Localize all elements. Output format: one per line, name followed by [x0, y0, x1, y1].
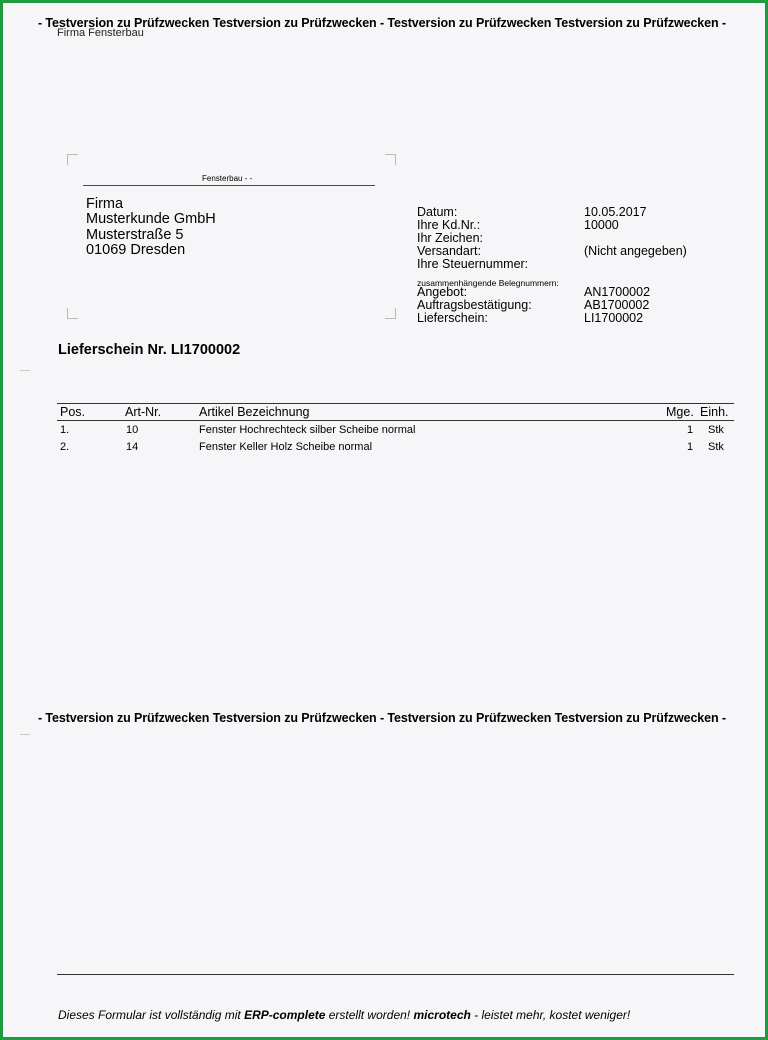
header-bezeichnung: Artikel Bezeichnung: [199, 405, 310, 419]
versandart-label: Versandart:: [417, 244, 481, 258]
recipient-line-4: 01069 Dresden: [86, 242, 186, 258]
fold-mark-2: [20, 734, 30, 735]
corner-mark-tr: [385, 154, 396, 165]
footer-text-part-3: - leistet mehr, kostet weniger!: [470, 1008, 631, 1022]
document-title: Lieferschein Nr. LI1700002: [58, 342, 241, 358]
header-pos: Pos.: [60, 405, 86, 419]
corner-mark-tl: [67, 154, 78, 165]
recipient-line-3: Musterstraße 5: [86, 227, 184, 243]
row-1-einheit: Stk: [708, 424, 724, 436]
belegnummern-heading: zusammenhängende Belegnummern:: [417, 278, 559, 288]
row-2-art-nr: 14: [126, 441, 139, 453]
lieferschein-label: Lieferschein:: [417, 311, 488, 325]
angebot-value: AN1700002: [584, 285, 651, 299]
footer-erp-complete: ERP-complete: [244, 1008, 326, 1022]
steuernummer-label: Ihre Steuernummer:: [417, 257, 529, 271]
corner-mark-br: [385, 308, 396, 319]
kdnr-label: Ihre Kd.Nr.:: [417, 218, 481, 232]
kdnr-value: 10000: [584, 218, 619, 232]
footer-text: [58, 1008, 630, 1022]
lieferschein-value: LI1700002: [584, 311, 644, 325]
watermark-middle: - Testversion zu Prüfzwecken Testversion zu Prüfzwecken - Testversion zu Prüfzwecken Testversion zu Prüfzwecken -: [38, 711, 726, 725]
header-menge: Mge.: [666, 405, 694, 419]
sender-rule: [83, 185, 375, 186]
auftrag-value: AB1700002: [584, 298, 650, 312]
table-header-rule: [57, 420, 734, 421]
angebot-label: Angebot:: [417, 285, 468, 299]
row-2-menge: 1: [687, 441, 694, 453]
recipient-line-1: Firma: [86, 196, 124, 212]
corner-mark-bl: [67, 308, 78, 319]
datum-value: 10.05.2017: [584, 205, 647, 219]
row-1-pos: 1.: [60, 424, 70, 436]
footer-rule: [57, 974, 734, 975]
row-2-bezeichnung: Fenster Keller Holz Scheibe normal: [199, 441, 373, 453]
header-einheit: Einh.: [700, 405, 729, 419]
sender-line: Fensterbau - -: [202, 174, 253, 183]
table-top-rule: [57, 403, 734, 404]
datum-label: Datum:: [417, 205, 458, 219]
row-1-menge: 1: [687, 424, 694, 436]
header-art-nr: Art-Nr.: [125, 405, 162, 419]
footer-microtech: microtech: [413, 1008, 471, 1022]
row-2-einheit: Stk: [708, 441, 724, 453]
versandart-value: (Nicht angegeben): [584, 244, 687, 258]
zeichen-label: Ihr Zeichen:: [417, 231, 484, 245]
footer-text-part-2: erstellt worden!: [325, 1008, 414, 1022]
row-1-bezeichnung: Fenster Hochrechteck silber Scheibe normal: [199, 424, 416, 436]
company-name: Firma Fensterbau: [57, 27, 144, 39]
row-2-pos: 2.: [60, 441, 70, 453]
row-1-art-nr: 10: [126, 424, 139, 436]
auftrag-label: Auftragsbestätigung:: [417, 298, 532, 312]
watermark-top: - Testversion zu Prüfzwecken Testversion zu Prüfzwecken - Testversion zu Prüfzwecken Testversion zu Prüfzwecken -: [38, 16, 726, 30]
fold-mark-1: [20, 370, 30, 371]
footer-text-part-1: Dieses Formular ist vollständig mit: [58, 1008, 245, 1022]
recipient-line-2: Musterkunde GmbH: [86, 211, 216, 227]
